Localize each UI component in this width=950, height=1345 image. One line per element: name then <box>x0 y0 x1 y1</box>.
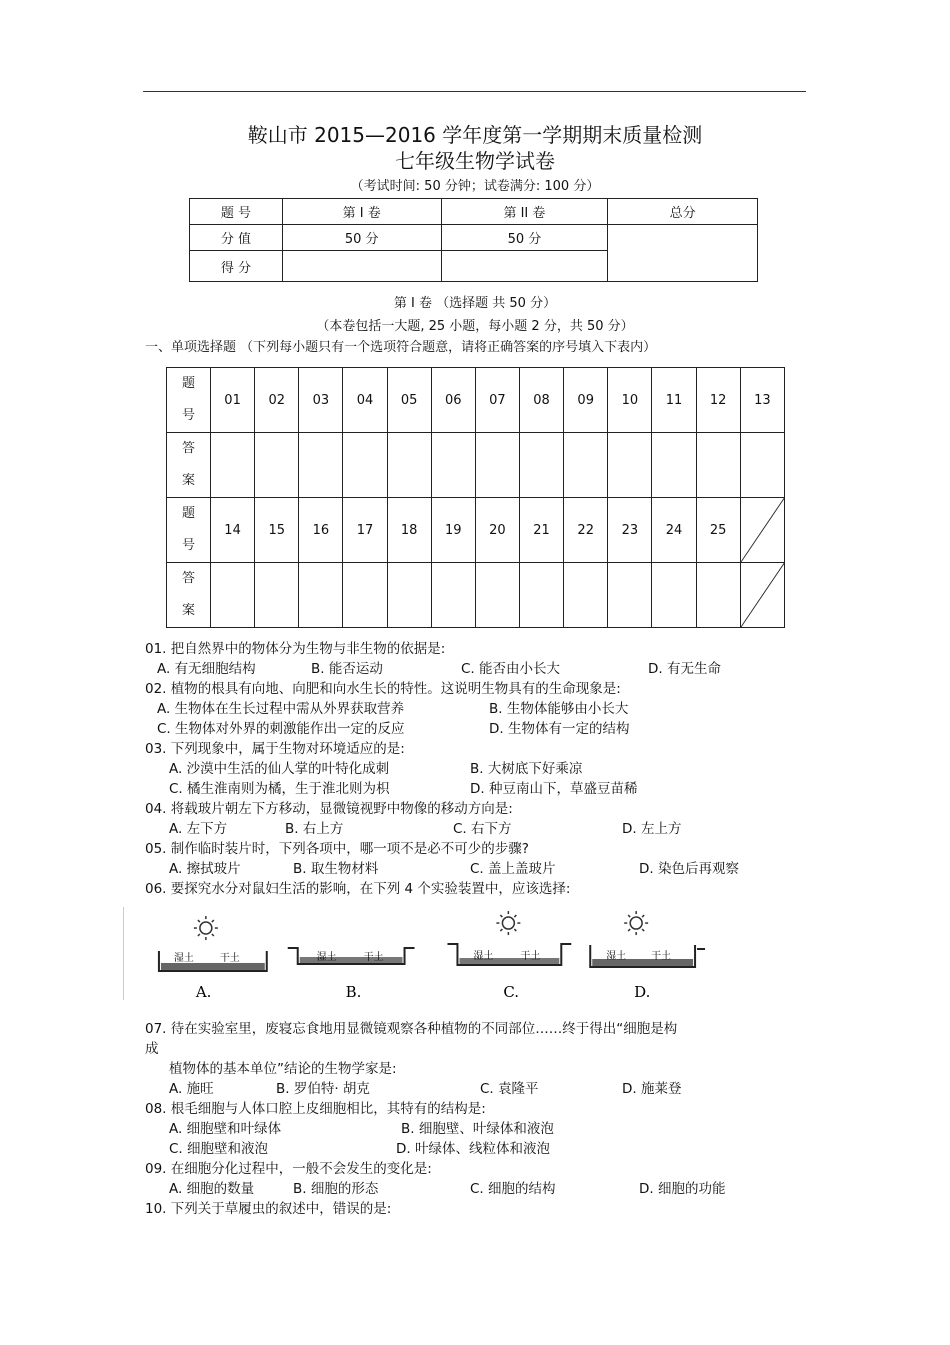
wet-soil-label: 湿土 <box>173 952 194 964</box>
question-number-cell: 07 <box>475 368 519 433</box>
option-07-b: B. 罗伯特· 胡克 <box>276 1081 370 1097</box>
question-number-cell: 01 <box>211 368 255 433</box>
option-04-c: C. 右下方 <box>453 821 512 837</box>
sun-icon <box>624 911 648 935</box>
question-number-cell: 08 <box>519 368 563 433</box>
question-07-line2: 植物体的基本单位”结论的生物学家是: <box>169 1061 397 1077</box>
option-02-b: B. 生物体能够由小长大 <box>489 701 629 717</box>
row-label: 题 号 <box>167 368 211 433</box>
option-03-a: A. 沙漠中生活的仙人掌的叶特化成刺 <box>169 761 390 777</box>
score-header-cell: 第 I 卷 <box>282 199 441 225</box>
score-value-cell: 50 分 <box>282 225 441 251</box>
option-08-c: C. 细胞壁和液泡 <box>169 1141 269 1157</box>
option-05-a: A. 擦拭玻片 <box>169 861 241 877</box>
answer-cell[interactable] <box>608 563 652 628</box>
option-01-c: C. 能否由小长大 <box>461 661 561 677</box>
sun-icon <box>496 911 520 935</box>
option-01-b: B. 能否运动 <box>311 661 383 677</box>
option-04-b: B. 右上方 <box>285 821 344 837</box>
answer-cell[interactable] <box>696 563 740 628</box>
answer-cell[interactable] <box>652 433 696 498</box>
wet-soil-label: 湿土 <box>473 950 494 962</box>
question-10: 10. 下列关于草履虫的叙述中，错误的是: <box>145 1201 392 1217</box>
option-03-c: C. 橘生淮南则为橘，生于淮北则为枳 <box>169 781 390 797</box>
question-number-cell: 12 <box>696 368 740 433</box>
answer-table-row <box>167 433 785 498</box>
question-number-cell: 25 <box>696 498 740 563</box>
setup-a <box>159 916 267 1000</box>
answer-cell[interactable] <box>299 433 343 498</box>
option-03-d: D. 种豆南山下，草盛豆苗稀 <box>470 781 638 797</box>
total-score-cell[interactable] <box>608 225 758 282</box>
question-05: 05. 制作临时装片时，下列各项中，哪一项不是必不可少的步骤? <box>145 841 529 857</box>
answer-cell[interactable] <box>475 563 519 628</box>
row-label: 答 案 <box>167 563 211 628</box>
exam-subtitle: 七年级生物学试卷 <box>395 149 555 173</box>
option-05-c: C. 盖上盖玻片 <box>470 861 556 877</box>
question-number-cell: 04 <box>343 368 387 433</box>
answer-cell[interactable] <box>255 433 299 498</box>
answer-cell[interactable] <box>211 563 255 628</box>
section-title: 第 I 卷 （选择题 共 50 分） <box>393 296 557 311</box>
question-number-cell: 10 <box>608 368 652 433</box>
answer-cell[interactable] <box>608 433 652 498</box>
question-number-cell: 20 <box>475 498 519 563</box>
setup-b <box>288 948 415 1000</box>
question-06: 06. 要探究水分对鼠妇生活的影响，在下列 4 个实验装置中，应该选择: <box>145 881 571 897</box>
crossed-cell <box>740 498 784 563</box>
option-08-b: B. 细胞壁、叶绿体和液泡 <box>401 1121 554 1137</box>
score-table <box>189 198 758 282</box>
question-number-cell: 09 <box>564 368 608 433</box>
setup-c <box>447 911 571 1000</box>
question-number-cell: 03 <box>299 368 343 433</box>
answer-table-row <box>167 498 785 563</box>
question-number-cell: 23 <box>608 498 652 563</box>
question-08: 08. 根毛细胞与人体口腔上皮细胞相比，其特有的结构是: <box>145 1101 486 1117</box>
question-09: 09. 在细胞分化过程中，一般不会发生的变化是: <box>145 1161 432 1177</box>
option-05-b: B. 取生物材料 <box>293 861 379 877</box>
answer-cell[interactable] <box>387 433 431 498</box>
answer-table-row <box>167 563 785 628</box>
exam-info: （考试时间: 50 分钟；试卷满分: 100 分） <box>350 179 600 194</box>
answer-cell[interactable] <box>740 433 784 498</box>
question-07: 07. 待在实验室里，废寝忘食地用显微镜观察各种植物的不同部位……终于得出“细胞是构 <box>145 1021 678 1037</box>
option-07-c: C. 袁隆平 <box>480 1081 539 1097</box>
dry-soil-label: 干土 <box>651 950 672 962</box>
setup-label-a: A. <box>195 982 212 1000</box>
experiment-setups-figure <box>123 907 733 1000</box>
question-number-cell: 16 <box>299 498 343 563</box>
question-number-cell: 02 <box>255 368 299 433</box>
option-05-d: D. 染色后再观察 <box>639 861 739 877</box>
answer-cell[interactable] <box>299 563 343 628</box>
question-01: 01. 把自然界中的物体分为生物与非生物的依据是: <box>145 641 446 657</box>
crossed-cell <box>740 563 784 628</box>
answer-cell[interactable] <box>343 433 387 498</box>
answer-cell[interactable] <box>519 563 563 628</box>
score-value-label: 分 值 <box>190 225 283 251</box>
option-09-c: C. 细胞的结构 <box>470 1181 556 1197</box>
setup-label-b: B. <box>345 982 362 1000</box>
score-header-cell: 第 II 卷 <box>441 199 608 225</box>
question-number-cell: 19 <box>431 498 475 563</box>
score-row-label: 得 分 <box>190 251 283 282</box>
row-label: 题 号 <box>167 498 211 563</box>
wet-soil-label: 湿土 <box>316 951 337 963</box>
dry-soil-label: 干土 <box>219 952 240 964</box>
question-number-cell: 18 <box>387 498 431 563</box>
question-number-cell: 14 <box>211 498 255 563</box>
question-number-cell: 11 <box>652 368 696 433</box>
answer-cell[interactable] <box>431 563 475 628</box>
option-03-b: B. 大树底下好乘凉 <box>470 761 583 777</box>
option-09-a: A. 细胞的数量 <box>169 1181 255 1197</box>
question-number-cell: 05 <box>387 368 431 433</box>
answer-cell[interactable] <box>431 433 475 498</box>
option-04-a: A. 左下方 <box>169 821 228 837</box>
row-label: 答 案 <box>167 433 211 498</box>
score-header-cell: 题 号 <box>190 199 283 225</box>
question-number-cell: 24 <box>652 498 696 563</box>
dry-soil-label: 干土 <box>363 951 384 963</box>
answer-cell[interactable] <box>696 433 740 498</box>
option-02-d: D. 生物体有一定的结构 <box>489 721 630 737</box>
question-04: 04. 将载玻片朝左下方移动，显微镜视野中物像的移动方向是: <box>145 801 513 817</box>
answer-cell[interactable] <box>652 563 696 628</box>
question-number-cell: 22 <box>564 498 608 563</box>
option-09-d: D. 细胞的功能 <box>639 1181 726 1197</box>
answer-cell[interactable] <box>564 563 608 628</box>
option-04-d: D. 左上方 <box>622 821 682 837</box>
setup-d <box>590 911 705 1000</box>
question-number-cell: 13 <box>740 368 784 433</box>
option-08-a: A. 细胞壁和叶绿体 <box>169 1121 282 1137</box>
question-07-continued: 成 <box>145 1041 159 1057</box>
answer-cell[interactable] <box>475 433 519 498</box>
question-number-cell: 06 <box>431 368 475 433</box>
answer-table-row <box>167 368 785 433</box>
score-header-cell: 总分 <box>608 199 758 225</box>
score-value-cell: 50 分 <box>441 225 608 251</box>
answer-cell[interactable] <box>255 563 299 628</box>
question-number-cell: 21 <box>519 498 563 563</box>
answer-cell[interactable] <box>387 563 431 628</box>
option-01-d: D. 有无生命 <box>648 661 721 677</box>
option-09-b: B. 细胞的形态 <box>293 1181 379 1197</box>
top-rule <box>143 91 806 92</box>
option-02-a: A. 生物体在生长过程中需从外界获取营养 <box>157 701 405 717</box>
score-input-cell[interactable] <box>282 251 441 282</box>
sun-icon <box>194 916 218 940</box>
answer-cell[interactable] <box>564 433 608 498</box>
question-number-cell: 15 <box>255 498 299 563</box>
dry-soil-label: 干土 <box>520 950 541 962</box>
answer-table <box>166 367 785 628</box>
exam-title: 鞍山市 2015—2016 学年度第一学期期末质量检测 <box>247 123 703 147</box>
answer-cell[interactable] <box>519 433 563 498</box>
question-02: 02. 植物的根具有向地、向肥和向水生长的特性。这说明生物具有的生命现象是: <box>145 681 621 697</box>
setup-label-c: C. <box>503 982 520 1000</box>
option-08-d: D. 叶绿体、线粒体和液泡 <box>396 1141 550 1157</box>
section-instruction: 一、单项选择题 （下列每小题只有一个选项符合题意，请将正确答案的序号填入下表内） <box>145 340 657 355</box>
question-number-cell: 17 <box>343 498 387 563</box>
option-02-c: C. 生物体对外界的刺激能作出一定的反应 <box>157 721 405 737</box>
answer-cell[interactable] <box>211 433 255 498</box>
score-input-cell[interactable] <box>441 251 608 282</box>
answer-cell[interactable] <box>343 563 387 628</box>
option-07-a: A. 施旺 <box>169 1081 214 1097</box>
question-03: 03. 下列现象中，属于生物对环境适应的是: <box>145 741 405 757</box>
section-subtitle: （本卷包括一大题, 25 小题，每小题 2 分，共 50 分） <box>316 319 634 334</box>
option-07-d: D. 施莱登 <box>622 1081 682 1097</box>
option-01-a: A. 有无细胞结构 <box>157 661 256 677</box>
setup-label-d: D. <box>634 982 651 1000</box>
experiment-setups-svg <box>124 907 733 1000</box>
wet-soil-label: 湿土 <box>606 950 627 962</box>
